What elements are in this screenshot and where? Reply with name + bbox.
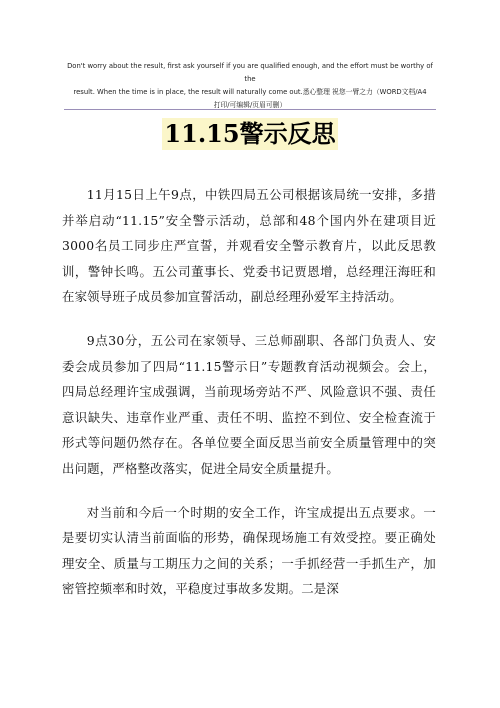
header-line-3: 打印/可编辑/页眉可删） xyxy=(213,101,287,109)
document-title: 11.15警示反思 xyxy=(164,119,336,148)
title-container xyxy=(0,118,500,150)
body-paragraph-2: 9点30分，五公司在家领导、三总师副职、各部门负责人、安委会成员参加了四局“11.15警示日”专题教育活动视频会。会上，四局总经理许宝成强调，当前现场旁站不严、风险意识不强、责任意识缺失、违章作业严重、责任不明、监控不到位、安全检查流于形式等问题仍然存在。各单位要全面反思当前安全质量管理中的突出问题，严格整改落实，促进全局安全质量提升。 xyxy=(62,332,436,476)
body-paragraph-3: 对当前和今后一个时期的安全工作，许宝成提出五点要求。一是要切实认清当前面临的形势，确保现场施工有效受控。要正确处理安全、质量与工期压力之间的关系；一手抓经营一手抓生产，加密管控频率和时效，平稳度过事故多发期。二是深 xyxy=(62,504,436,597)
body-paragraph-1: 11月15日上午9点，中铁四局五公司根据该局统一安排，多措并举启动“11.15”安全警示活动，总部和48个国内外在建项目近3000名员工同步庄严宣誓，并观看安全警示教育片，以此反思教训，警钟长鸣。五公司董事长、党委书记贾恩增，总经理汪海旺和在家领导班子成员参加宣誓活动，副总经理孙爱军主持活动。 xyxy=(62,187,436,305)
header-line-2: result. When the time is in place, the result will naturally come out.悉心整理 祝您一臂之力（WORD文档/A4 xyxy=(73,88,427,96)
document-body xyxy=(62,182,436,620)
page-header xyxy=(64,60,436,112)
header-divider xyxy=(64,109,436,110)
header-line-1: Don't worry about the result, first ask yourself if you are qualified enough, and the effort must be worthy of the xyxy=(67,62,433,83)
